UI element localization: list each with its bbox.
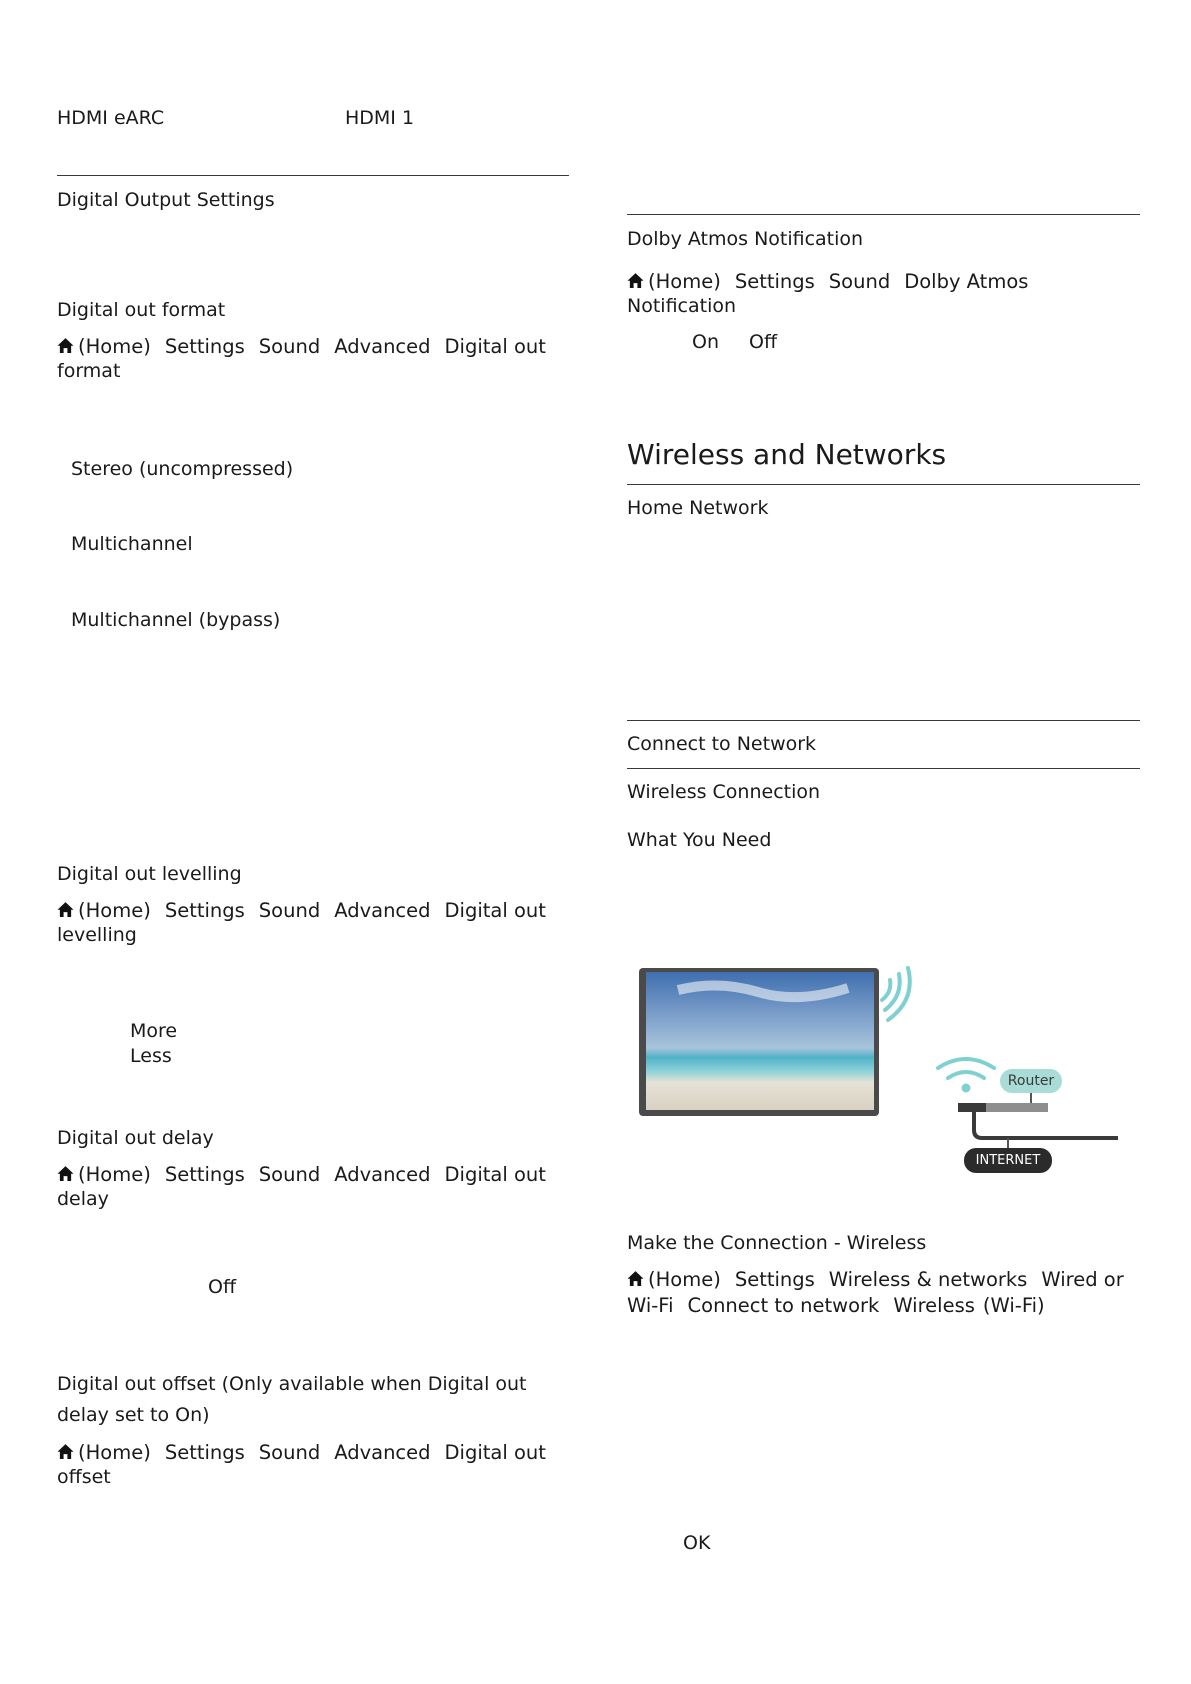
option-more: More — [130, 1020, 178, 1042]
path-item: Sound — [258, 335, 321, 358]
digital-out-delay-path — [57, 1162, 577, 1187]
path-item: Sound — [258, 1441, 321, 1464]
path-item: Wireless — [893, 1294, 975, 1317]
digital-out-levelling-path — [57, 898, 577, 923]
section-divider — [57, 175, 569, 176]
path-item: Wi-Fi — [627, 1294, 674, 1317]
home-path-item: (Home) — [57, 1441, 151, 1464]
home-path-item: (Home) — [57, 899, 151, 922]
path-item: Sound — [828, 270, 891, 293]
path-item: Digital out — [444, 899, 546, 922]
path-item: Settings — [164, 335, 245, 358]
path-tail: levelling — [57, 924, 137, 946]
option-multichannel-bypass: Multichannel (bypass) — [71, 609, 281, 631]
cable-icon — [974, 1112, 1118, 1138]
path-item: (Wi-Fi) — [982, 1294, 1045, 1317]
home-path-item: (Home) — [57, 335, 151, 358]
path-item: Digital out — [444, 1163, 546, 1186]
path-item: Settings — [164, 1441, 245, 1464]
path-item: Digital out — [444, 335, 546, 358]
make-connection-path-line2 — [627, 1293, 1167, 1318]
home-network-heading: Home Network — [627, 497, 769, 519]
digital-out-offset-title-line1: Digital out offset (Only available when Digital out — [57, 1373, 527, 1395]
home-icon — [57, 337, 74, 354]
path-item: Sound — [258, 899, 321, 922]
wireless-setup-illustration — [638, 960, 1128, 1190]
router-icon — [958, 1103, 1048, 1112]
home-icon — [57, 1443, 74, 1460]
option-multichannel: Multichannel — [71, 533, 193, 555]
digital-out-format-path — [57, 334, 577, 359]
path-item: Advanced — [334, 335, 431, 358]
ok-label: OK — [683, 1532, 711, 1554]
dolby-atmos-title: Dolby Atmos Notification — [627, 228, 864, 250]
path-item: Advanced — [334, 1163, 431, 1186]
home-icon — [627, 1270, 644, 1287]
tv-wifi-icon — [882, 968, 910, 1020]
digital-out-offset-path — [57, 1440, 577, 1465]
make-connection-path — [627, 1267, 1167, 1292]
path-tail: delay — [57, 1188, 109, 1210]
section-divider — [627, 484, 1140, 485]
digital-out-delay-title: Digital out delay — [57, 1127, 214, 1149]
path-tail: Notification — [627, 295, 737, 317]
digital-out-levelling-title: Digital out levelling — [57, 863, 242, 885]
path-item: Wireless & networks — [828, 1268, 1028, 1291]
dolby-atmos-on: On — [692, 331, 719, 353]
dolby-atmos-path — [627, 269, 1147, 294]
section-divider — [627, 768, 1140, 769]
path-item: Advanced — [334, 1441, 431, 1464]
path-tail: format — [57, 360, 121, 382]
what-you-need-heading: What You Need — [627, 829, 772, 851]
home-path-item: (Home) — [57, 1163, 151, 1186]
path-item: Settings — [164, 899, 245, 922]
router-wifi-icon — [938, 1059, 994, 1091]
section-divider — [627, 720, 1140, 721]
digital-out-delay-value: Off — [208, 1276, 237, 1298]
dolby-atmos-off: Off — [749, 331, 778, 353]
home-icon — [57, 1165, 74, 1182]
home-path-item: (Home) — [627, 270, 721, 293]
path-item: Dolby Atmos — [904, 270, 1029, 293]
wireless-connection-heading: Wireless Connection — [627, 781, 821, 803]
section-divider — [627, 214, 1140, 215]
make-connection-title: Make the Connection - Wireless — [627, 1232, 927, 1254]
digital-out-offset-title-line2: delay set to On) — [57, 1404, 210, 1426]
option-stereo-uncompressed: Stereo (uncompressed) — [71, 458, 294, 480]
path-tail: offset — [57, 1466, 111, 1488]
digital-output-settings-heading: Digital Output Settings — [57, 189, 275, 211]
path-item: Advanced — [334, 899, 431, 922]
path-item: Settings — [164, 1163, 245, 1186]
home-icon — [627, 272, 644, 289]
path-item: Sound — [258, 1163, 321, 1186]
digital-out-format-title: Digital out format — [57, 299, 226, 321]
option-less: Less — [130, 1045, 172, 1067]
hdmi-earc-value: HDMI 1 — [345, 107, 415, 129]
wireless-networks-heading: Wireless and Networks — [627, 438, 947, 471]
hdmi-earc-label: HDMI eARC — [57, 107, 165, 129]
path-item: Connect to network — [687, 1294, 880, 1317]
path-item: Settings — [734, 1268, 815, 1291]
home-icon — [57, 901, 74, 918]
internet-label: INTERNET — [975, 1153, 1041, 1168]
connect-to-network-heading: Connect to Network — [627, 733, 817, 755]
router-label: Router — [1007, 1073, 1055, 1089]
home-path-item: (Home) — [627, 1268, 721, 1291]
tv-icon — [639, 968, 879, 1116]
path-item: Wired or — [1041, 1268, 1124, 1291]
path-item: Settings — [734, 270, 815, 293]
path-item: Digital out — [444, 1441, 546, 1464]
